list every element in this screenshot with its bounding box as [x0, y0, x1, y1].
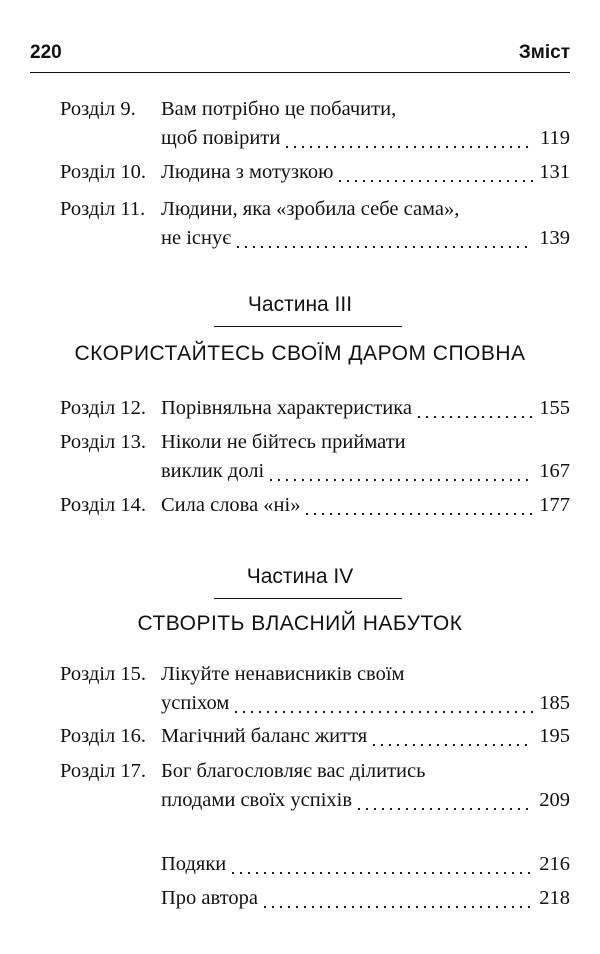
page-ref: 195 — [539, 725, 570, 747]
chapter-title-line-2: щоб повірити — [161, 127, 281, 149]
part-3-title: СКОРИСТАЙТЕСЬ СВОЇМ ДАРОМ СПОВНА — [74, 342, 526, 365]
leader-dots — [355, 808, 533, 810]
chapter-number: Розділ 14. — [60, 494, 146, 516]
chapter-title-line-1: Лікуйте ненависників своїм — [161, 663, 405, 685]
page-ref: 177 — [539, 494, 570, 516]
part-4-label: Частина IV — [246, 565, 354, 588]
part-4-rule — [214, 598, 402, 599]
page-ref: 218 — [539, 887, 570, 909]
leader-dots — [261, 906, 533, 908]
page-ref: 209 — [539, 789, 570, 811]
chapter-number: Розділ 9. — [60, 98, 136, 120]
leader-dots — [370, 744, 533, 746]
chapter-title-line-2: не існує — [161, 227, 232, 249]
chapter-title-line-1: Ніколи не бійтесь приймати — [161, 431, 406, 453]
leader-dots — [303, 513, 533, 515]
leader-dots — [415, 416, 533, 418]
chapter-title-line-2: виклик долі — [161, 460, 265, 482]
page-ref: 167 — [539, 460, 570, 482]
chapter-title-line-1: Бог благословляє вас ділитись — [161, 760, 426, 782]
leader-dots — [267, 479, 533, 481]
chapter-number: Розділ 11. — [60, 198, 146, 220]
part-3-rule — [214, 326, 402, 327]
leader-dots — [336, 180, 533, 182]
part-3-label: Частина III — [247, 293, 353, 316]
page-ref: 185 — [539, 692, 570, 714]
chapter-number: Розділ 10. — [60, 161, 146, 183]
page-ref: 131 — [539, 161, 570, 183]
chapter-number: Розділ 12. — [60, 397, 146, 419]
page-ref: 216 — [539, 853, 570, 875]
chapter-number: Розділ 17. — [60, 760, 146, 782]
chapter-number: Розділ 16. — [60, 725, 146, 747]
leader-dots — [283, 146, 534, 148]
chapter-title-line-2: плодами своїх успіхів — [161, 789, 353, 811]
chapter-title-line-1: Вам потрібно це побачити, — [161, 98, 397, 120]
chapter-title-line-1: Сила слова «ні» — [161, 494, 301, 516]
running-title: Зміст — [518, 42, 570, 63]
page-ref: 119 — [540, 127, 570, 149]
chapter-title-line-1: Людини, яка «зробила себе сама», — [161, 198, 460, 220]
leader-dots — [232, 711, 533, 713]
chapter-title-line-2: успіхом — [161, 692, 230, 714]
part-4-title: СТВОРІТЬ ВЛАСНИЙ НАБУТОК — [137, 612, 463, 635]
back-matter-title: Про автора — [161, 887, 258, 909]
chapter-title-line-1: Людина з мотузкою — [161, 161, 334, 183]
chapter-title-line-1: Магічний баланс життя — [161, 725, 368, 747]
page-number: 220 — [30, 42, 62, 63]
page-ref: 155 — [539, 397, 570, 419]
chapter-number: Розділ 15. — [60, 663, 146, 685]
leader-dots — [229, 872, 533, 874]
page-ref: 139 — [539, 227, 570, 249]
running-header — [30, 38, 570, 73]
chapter-title-line-1: Порівняльна характеристика — [161, 397, 413, 419]
leader-dots — [234, 246, 533, 248]
chapter-number: Розділ 13. — [60, 431, 146, 453]
back-matter-title: Подяки — [161, 853, 227, 875]
